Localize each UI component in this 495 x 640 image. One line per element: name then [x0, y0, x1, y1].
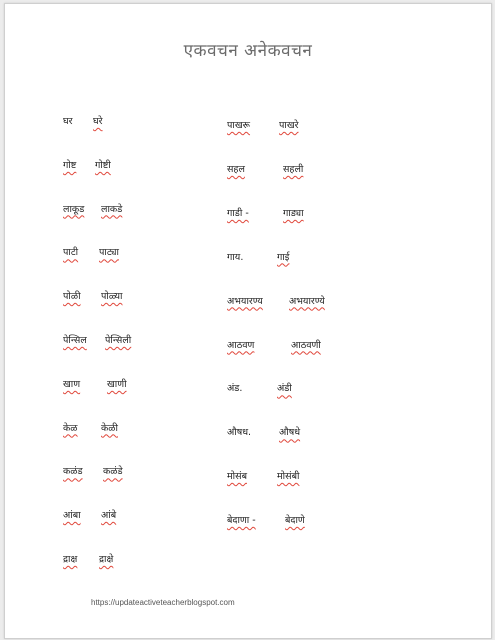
plural-word: गाड्या — [283, 207, 304, 219]
document-page — [4, 3, 492, 639]
plural-word: केळी — [101, 422, 118, 434]
right-pair-row — [227, 250, 427, 266]
singular-word: घर — [63, 116, 73, 127]
plural-word: कळंडे — [103, 466, 123, 478]
singular-word: मोसंब — [227, 471, 247, 483]
singular-word: खाण — [63, 378, 81, 390]
plural-word: पेन्सिली — [105, 335, 132, 346]
right-pair-row — [227, 513, 427, 529]
plural-word: पाखरे — [279, 120, 299, 131]
singular-word: अभयारण्य — [227, 295, 263, 307]
right-pair-row — [227, 206, 427, 222]
plural-word: लाकडे — [101, 203, 123, 215]
right-pair-row — [227, 469, 427, 485]
plural-word: खाणी — [107, 378, 127, 390]
plural-word: आंबे — [101, 510, 117, 522]
plural-word: पाट्या — [99, 247, 119, 259]
page-title: एकवचन अनेकवचन — [183, 41, 313, 61]
plural-word: पोळ्या — [101, 291, 123, 303]
footer-url: https://updateactiveteacherblogspot.com — [91, 598, 235, 607]
singular-word: पाटी — [63, 247, 79, 259]
singular-word: आंबा — [63, 510, 81, 522]
singular-word: सहल — [227, 163, 245, 175]
plural-word: मोसंबी — [277, 471, 300, 483]
right-pair-row — [227, 294, 427, 310]
right-pair-row — [227, 162, 427, 178]
right-pair-row — [227, 338, 427, 354]
plural-word: घरे — [93, 116, 103, 127]
plural-word: द्राक्षे — [99, 554, 114, 565]
singular-word: लाकूड — [63, 203, 85, 215]
singular-word: गोष्ट — [63, 159, 77, 171]
plural-word: अंडी — [277, 383, 292, 395]
plural-word: बेदाणे — [285, 515, 305, 527]
plural-word: औषधे — [279, 427, 301, 439]
plural-word: सहली — [283, 163, 304, 175]
singular-word: अंड. — [227, 383, 243, 395]
left-pair-row — [63, 552, 263, 568]
singular-word: कळंड — [63, 466, 83, 478]
singular-word: केळ — [63, 422, 78, 434]
plural-word: अभयारण्ये — [289, 295, 325, 307]
right-pair-row — [227, 425, 427, 441]
right-pair-row — [227, 118, 427, 134]
singular-word: गाय. — [227, 251, 244, 263]
singular-word: द्राक्ष — [63, 554, 78, 565]
plural-word: गाई — [277, 251, 290, 263]
right-pair-row — [227, 381, 427, 397]
plural-word: गोष्टी — [95, 159, 111, 171]
singular-word: औषध. — [227, 427, 252, 439]
singular-word: आठवण — [227, 339, 255, 351]
plural-word: आठवणी — [291, 339, 321, 351]
singular-word: पेन्सिल — [63, 335, 87, 346]
singular-word: गाडी - — [227, 207, 249, 219]
singular-word: बेदाणा - — [227, 515, 256, 527]
singular-word: पोळी — [63, 291, 81, 303]
singular-word: पाखरू — [227, 120, 251, 131]
